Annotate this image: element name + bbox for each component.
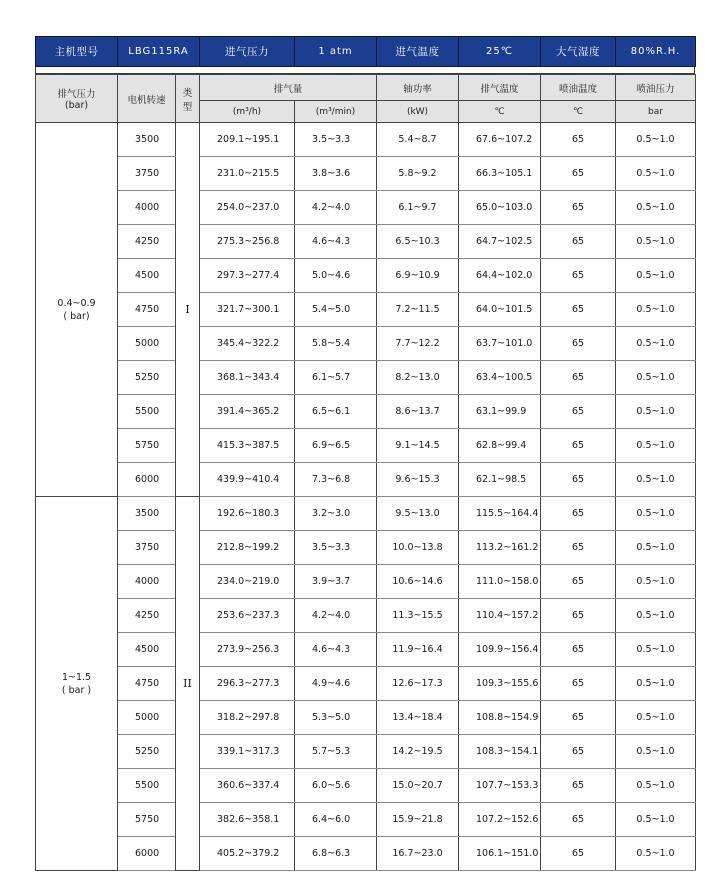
oil-temp-cell: 65 <box>541 429 616 463</box>
motor-speed-cell: 5250 <box>118 361 176 395</box>
discharge-pressure-group: 0.4~0.9 ( bar) <box>36 123 118 497</box>
table-row <box>36 667 696 701</box>
shaft-power-cell: 10.6~14.6 <box>377 565 459 599</box>
flow-per-hour-cell: 318.2~297.8 <box>200 701 295 735</box>
table-row <box>36 803 696 837</box>
flow-per-hour-cell: 296.3~277.3 <box>200 667 295 701</box>
flow-per-hour-cell: 192.6~180.3 <box>200 497 295 531</box>
oil-temp-cell: 65 <box>541 497 616 531</box>
discharge-temp-cell: 65.0~103.0 <box>459 191 541 225</box>
unit-discharge-temp: ℃ <box>459 101 541 123</box>
shaft-power-cell: 15.9~21.8 <box>377 803 459 837</box>
motor-speed-cell: 4500 <box>118 633 176 667</box>
flow-per-minute-cell: 6.5~6.1 <box>295 395 377 429</box>
shaft-power-cell: 7.7~12.2 <box>377 327 459 361</box>
flow-per-minute-cell: 4.6~4.3 <box>295 225 377 259</box>
oil-pressure-cell: 0.5~1.0 <box>616 667 696 701</box>
header-discharge-pressure: 排气压力 (bar) <box>36 75 118 123</box>
table-row <box>36 191 696 225</box>
table-row <box>36 565 696 599</box>
oil-pressure-cell: 0.5~1.0 <box>616 837 696 871</box>
discharge-temp-cell: 108.8~154.9 <box>459 701 541 735</box>
oil-pressure-cell: 0.5~1.0 <box>616 599 696 633</box>
flow-per-minute-cell: 6.4~6.0 <box>295 803 377 837</box>
model-value: LBG115RA <box>118 37 200 67</box>
inlet-pressure-value: 1 atm <box>295 37 377 67</box>
flow-per-hour-cell: 231.0~215.5 <box>200 157 295 191</box>
discharge-temp-cell: 109.9~156.4 <box>459 633 541 667</box>
shaft-power-cell: 9.1~14.5 <box>377 429 459 463</box>
motor-speed-cell: 5500 <box>118 395 176 429</box>
humidity-value: 80%R.H. <box>616 37 696 67</box>
shaft-power-cell: 6.5~10.3 <box>377 225 459 259</box>
humidity-label: 大气湿度 <box>541 37 616 67</box>
motor-speed-cell: 3750 <box>118 531 176 565</box>
flow-per-minute-cell: 5.4~5.0 <box>295 293 377 327</box>
oil-temp-cell: 65 <box>541 667 616 701</box>
discharge-pressure-group: 1~1.5 ( bar ) <box>36 497 118 871</box>
shaft-power-cell: 13.4~18.4 <box>377 701 459 735</box>
flow-per-hour-cell: 368.1~343.4 <box>200 361 295 395</box>
table-row <box>36 429 696 463</box>
oil-temp-cell: 65 <box>541 327 616 361</box>
discharge-temp-cell: 62.8~99.4 <box>459 429 541 463</box>
shaft-power-cell: 9.6~15.3 <box>377 463 459 497</box>
flow-per-hour-cell: 405.2~379.2 <box>200 837 295 871</box>
discharge-temp-cell: 63.1~99.9 <box>459 395 541 429</box>
table-row <box>36 701 696 735</box>
discharge-temp-cell: 113.2~161.2 <box>459 531 541 565</box>
discharge-temp-cell: 115.5~164.4 <box>459 497 541 531</box>
banner-gap <box>35 67 695 74</box>
table-row <box>36 497 696 531</box>
shaft-power-cell: 14.2~19.5 <box>377 735 459 769</box>
table-body <box>36 123 696 871</box>
model-label: 主机型号 <box>36 37 118 67</box>
flow-per-minute-cell: 3.9~3.7 <box>295 565 377 599</box>
flow-per-hour-cell: 297.3~277.4 <box>200 259 295 293</box>
oil-pressure-cell: 0.5~1.0 <box>616 361 696 395</box>
oil-temp-cell: 65 <box>541 769 616 803</box>
oil-pressure-cell: 0.5~1.0 <box>616 157 696 191</box>
table-row <box>36 599 696 633</box>
motor-speed-cell: 4250 <box>118 225 176 259</box>
flow-per-hour-cell: 209.1~195.1 <box>200 123 295 157</box>
header-type: 类 型 <box>176 75 200 123</box>
discharge-temp-cell: 109.3~155.6 <box>459 667 541 701</box>
discharge-temp-cell: 111.0~158.0 <box>459 565 541 599</box>
flow-per-hour-cell: 254.0~237.0 <box>200 191 295 225</box>
header-oil-temp: 喷油温度 <box>541 75 616 101</box>
oil-temp-cell: 65 <box>541 735 616 769</box>
oil-temp-cell: 65 <box>541 293 616 327</box>
unit-oil-pressure: bar <box>616 101 696 123</box>
oil-pressure-cell: 0.5~1.0 <box>616 123 696 157</box>
motor-speed-cell: 5000 <box>118 327 176 361</box>
flow-per-minute-cell: 3.5~3.3 <box>295 531 377 565</box>
unit-flow-hour: (m³/h) <box>200 101 295 123</box>
unit-oil-temp: ℃ <box>541 101 616 123</box>
motor-speed-cell: 4000 <box>118 191 176 225</box>
flow-per-minute-cell: 3.5~3.3 <box>295 123 377 157</box>
performance-table <box>35 74 696 871</box>
shaft-power-cell: 7.2~11.5 <box>377 293 459 327</box>
oil-pressure-cell: 0.5~1.0 <box>616 395 696 429</box>
table-row <box>36 293 696 327</box>
table-row <box>36 259 696 293</box>
type-group: I <box>176 123 200 497</box>
oil-pressure-cell: 0.5~1.0 <box>616 429 696 463</box>
discharge-temp-cell: 64.4~102.0 <box>459 259 541 293</box>
flow-per-minute-cell: 7.3~6.8 <box>295 463 377 497</box>
flow-per-minute-cell: 3.8~3.6 <box>295 157 377 191</box>
oil-temp-cell: 65 <box>541 565 616 599</box>
oil-pressure-cell: 0.5~1.0 <box>616 803 696 837</box>
shaft-power-cell: 6.1~9.7 <box>377 191 459 225</box>
flow-per-hour-cell: 212.8~199.2 <box>200 531 295 565</box>
shaft-power-cell: 5.8~9.2 <box>377 157 459 191</box>
discharge-temp-cell: 107.2~152.6 <box>459 803 541 837</box>
shaft-power-cell: 11.3~15.5 <box>377 599 459 633</box>
type-group: II <box>176 497 200 871</box>
table-row <box>36 123 696 157</box>
shaft-power-cell: 16.7~23.0 <box>377 837 459 871</box>
oil-temp-cell: 65 <box>541 395 616 429</box>
flow-per-hour-cell: 275.3~256.8 <box>200 225 295 259</box>
shaft-power-cell: 10.0~13.8 <box>377 531 459 565</box>
oil-pressure-cell: 0.5~1.0 <box>616 259 696 293</box>
flow-per-hour-cell: 391.4~365.2 <box>200 395 295 429</box>
motor-speed-cell: 4000 <box>118 565 176 599</box>
oil-temp-cell: 65 <box>541 361 616 395</box>
oil-temp-cell: 65 <box>541 225 616 259</box>
header-oil-pressure: 喷油压力 <box>616 75 696 101</box>
discharge-temp-cell: 64.0~101.5 <box>459 293 541 327</box>
flow-per-minute-cell: 6.9~6.5 <box>295 429 377 463</box>
flow-per-minute-cell: 4.6~4.3 <box>295 633 377 667</box>
oil-pressure-cell: 0.5~1.0 <box>616 327 696 361</box>
oil-pressure-cell: 0.5~1.0 <box>616 565 696 599</box>
shaft-power-cell: 8.2~13.0 <box>377 361 459 395</box>
discharge-temp-cell: 63.4~100.5 <box>459 361 541 395</box>
table-row <box>36 837 696 871</box>
oil-temp-cell: 65 <box>541 599 616 633</box>
discharge-temp-cell: 67.6~107.2 <box>459 123 541 157</box>
table-row <box>36 463 696 497</box>
flow-per-minute-cell: 3.2~3.0 <box>295 497 377 531</box>
flow-per-minute-cell: 6.0~5.6 <box>295 769 377 803</box>
oil-pressure-cell: 0.5~1.0 <box>616 293 696 327</box>
table-row <box>36 327 696 361</box>
shaft-power-cell: 15.0~20.7 <box>377 769 459 803</box>
oil-temp-cell: 65 <box>541 191 616 225</box>
table-row <box>36 225 696 259</box>
oil-pressure-cell: 0.5~1.0 <box>616 497 696 531</box>
table-row <box>36 395 696 429</box>
oil-temp-cell: 65 <box>541 633 616 667</box>
oil-temp-cell: 65 <box>541 123 616 157</box>
flow-per-hour-cell: 360.6~337.4 <box>200 769 295 803</box>
unit-flow-minute: (m³/min) <box>295 101 377 123</box>
oil-pressure-cell: 0.5~1.0 <box>616 633 696 667</box>
oil-pressure-cell: 0.5~1.0 <box>616 531 696 565</box>
flow-per-minute-cell: 4.2~4.0 <box>295 599 377 633</box>
discharge-temp-cell: 62.1~98.5 <box>459 463 541 497</box>
discharge-temp-cell: 63.7~101.0 <box>459 327 541 361</box>
oil-pressure-cell: 0.5~1.0 <box>616 735 696 769</box>
motor-speed-cell: 4500 <box>118 259 176 293</box>
flow-per-minute-cell: 4.2~4.0 <box>295 191 377 225</box>
unit-shaft-power: (kW) <box>377 101 459 123</box>
table-row <box>36 531 696 565</box>
header-discharge-temp: 排气温度 <box>459 75 541 101</box>
header-shaft-power: 轴功率 <box>377 75 459 101</box>
table-row <box>36 633 696 667</box>
flow-per-hour-cell: 439.9~410.4 <box>200 463 295 497</box>
motor-speed-cell: 3500 <box>118 123 176 157</box>
oil-pressure-cell: 0.5~1.0 <box>616 191 696 225</box>
header-motor-speed: 电机转速 <box>118 75 176 123</box>
inlet-pressure-label: 进气压力 <box>200 37 295 67</box>
inlet-temp-value: 25℃ <box>459 37 541 67</box>
oil-pressure-cell: 0.5~1.0 <box>616 701 696 735</box>
flow-per-minute-cell: 5.0~4.6 <box>295 259 377 293</box>
motor-speed-cell: 5500 <box>118 769 176 803</box>
oil-temp-cell: 65 <box>541 157 616 191</box>
motor-speed-cell: 4250 <box>118 599 176 633</box>
flow-per-hour-cell: 321.7~300.1 <box>200 293 295 327</box>
oil-temp-cell: 65 <box>541 531 616 565</box>
discharge-temp-cell: 110.4~157.2 <box>459 599 541 633</box>
table-row <box>36 361 696 395</box>
shaft-power-cell: 11.9~16.4 <box>377 633 459 667</box>
motor-speed-cell: 6000 <box>118 837 176 871</box>
motor-speed-cell: 5750 <box>118 429 176 463</box>
table-row <box>36 735 696 769</box>
flow-per-hour-cell: 382.6~358.1 <box>200 803 295 837</box>
flow-per-hour-cell: 345.4~322.2 <box>200 327 295 361</box>
flow-per-minute-cell: 4.9~4.6 <box>295 667 377 701</box>
oil-temp-cell: 65 <box>541 259 616 293</box>
table-row <box>36 769 696 803</box>
flow-per-hour-cell: 273.9~256.3 <box>200 633 295 667</box>
discharge-temp-cell: 64.7~102.5 <box>459 225 541 259</box>
inlet-temp-label: 进气温度 <box>377 37 459 67</box>
flow-per-hour-cell: 234.0~219.0 <box>200 565 295 599</box>
flow-per-minute-cell: 5.8~5.4 <box>295 327 377 361</box>
oil-temp-cell: 65 <box>541 463 616 497</box>
flow-per-hour-cell: 253.6~237.3 <box>200 599 295 633</box>
shaft-power-cell: 12.6~17.3 <box>377 667 459 701</box>
spec-sheet <box>35 36 695 871</box>
oil-pressure-cell: 0.5~1.0 <box>616 769 696 803</box>
discharge-temp-cell: 106.1~151.0 <box>459 837 541 871</box>
motor-speed-cell: 5250 <box>118 735 176 769</box>
flow-per-minute-cell: 6.8~6.3 <box>295 837 377 871</box>
oil-temp-cell: 65 <box>541 701 616 735</box>
oil-pressure-cell: 0.5~1.0 <box>616 225 696 259</box>
shaft-power-cell: 6.9~10.9 <box>377 259 459 293</box>
discharge-temp-cell: 108.3~154.1 <box>459 735 541 769</box>
oil-temp-cell: 65 <box>541 803 616 837</box>
motor-speed-cell: 5000 <box>118 701 176 735</box>
flow-per-minute-cell: 5.7~5.3 <box>295 735 377 769</box>
flow-per-hour-cell: 339.1~317.3 <box>200 735 295 769</box>
motor-speed-cell: 6000 <box>118 463 176 497</box>
motor-speed-cell: 4750 <box>118 293 176 327</box>
conditions-banner <box>35 36 696 67</box>
shaft-power-cell: 9.5~13.0 <box>377 497 459 531</box>
discharge-temp-cell: 107.7~153.3 <box>459 769 541 803</box>
discharge-temp-cell: 66.3~105.1 <box>459 157 541 191</box>
table-row <box>36 157 696 191</box>
shaft-power-cell: 5.4~8.7 <box>377 123 459 157</box>
flow-per-hour-cell: 415.3~387.5 <box>200 429 295 463</box>
motor-speed-cell: 3750 <box>118 157 176 191</box>
oil-temp-cell: 65 <box>541 837 616 871</box>
shaft-power-cell: 8.6~13.7 <box>377 395 459 429</box>
oil-pressure-cell: 0.5~1.0 <box>616 463 696 497</box>
motor-speed-cell: 4750 <box>118 667 176 701</box>
flow-per-minute-cell: 5.3~5.0 <box>295 701 377 735</box>
motor-speed-cell: 3500 <box>118 497 176 531</box>
header-flow: 排气量 <box>200 75 377 101</box>
motor-speed-cell: 5750 <box>118 803 176 837</box>
flow-per-minute-cell: 6.1~5.7 <box>295 361 377 395</box>
